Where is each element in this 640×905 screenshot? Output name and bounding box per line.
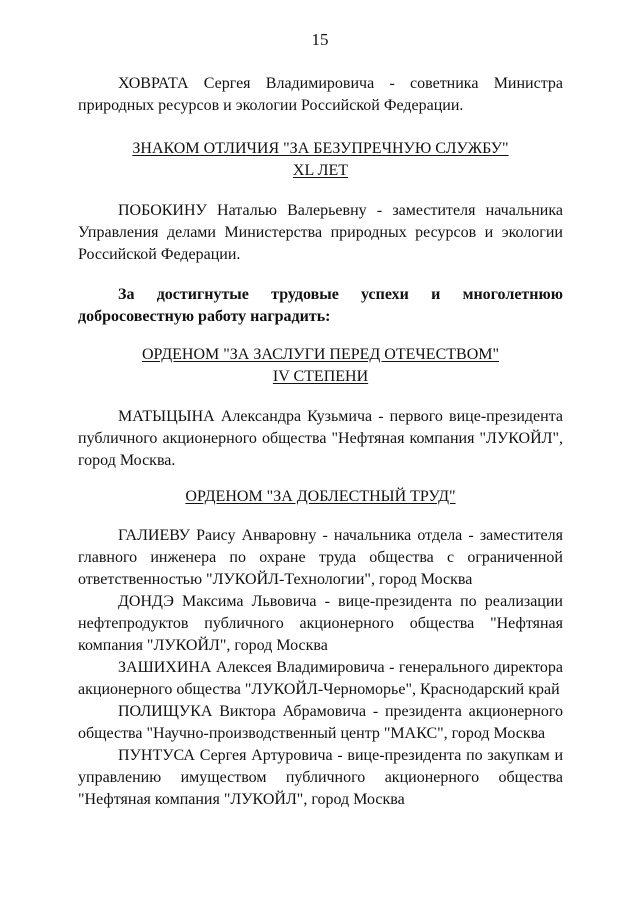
award-heading xyxy=(78,138,563,182)
award-heading-line: XL ЛЕТ xyxy=(292,162,349,179)
awardee-item: ДОНДЭ Максима Львовича - вице-президента по реализации нефтепродуктов публичного акционерного общества "Нефтяная компания "ЛУКОЙЛ", город Москва xyxy=(78,593,563,654)
award-heading xyxy=(78,486,563,508)
intro-word: многолетнюю xyxy=(462,286,563,303)
awardee-item: ГАЛИЕВУ Раису Анваровну - начальника отдела - заместителя главного инженера по охране труда общества с ограниченной ответственностью "ЛУКОЙЛ-Технологии", город Москва xyxy=(78,527,563,588)
intro-word: За xyxy=(118,286,135,303)
page-number: 15 xyxy=(311,30,329,49)
awardee-paragraph: МАТЫЦЫНА Александра Кузьмича - первого вице-президента публичного акционерного общества "Нефтяная компания "ЛУКОЙЛ", город Москва. xyxy=(78,408,563,469)
award-heading xyxy=(78,344,563,388)
award-heading-line: ОРДЕНОМ "ЗА ЗАСЛУГИ ПЕРЕД ОТЕЧЕСТВОМ" xyxy=(141,346,500,363)
awardee-item: ПОЛИЩУКА Виктора Абрамовича - президента акционерного общества "Научно-производственный центр "МАКС", город Москва xyxy=(78,703,563,742)
decree-intro-line xyxy=(78,284,563,306)
intro-word: достигнутые xyxy=(156,286,249,303)
decree-intro-line: добросовестную работу наградить: xyxy=(78,308,331,325)
awardee-list xyxy=(78,525,563,811)
award-heading-line: IV СТЕПЕНИ xyxy=(272,368,369,385)
decree-intro xyxy=(78,284,563,328)
intro-word: и xyxy=(431,286,441,303)
awardee-item: ЗАШИХИНА Алексея Владимировича - генерального директора акционерного общества "ЛУКОЙЛ-Черноморье", Краснодарский край xyxy=(78,659,563,698)
awardee-paragraph: ПОБОКИНУ Наталью Валерьевну - заместителя начальника Управления делами Министерства природных ресурсов и экологии Российской Федерации. xyxy=(78,202,563,263)
intro-word: успехи xyxy=(361,286,409,303)
award-heading-line: ОРДЕНОМ "ЗА ДОБЛЕСТНЫЙ ТРУД" xyxy=(185,488,456,505)
intro-word: трудовые xyxy=(271,286,339,303)
awardee-item: ПУНТУСА Сергея Артуровича - вице-президента по закупкам и управлению имуществом публичного акционерного общества "Нефтяная компания "ЛУКОЙЛ", город Москва xyxy=(78,747,563,808)
awardee-paragraph: ХОВРАТА Сергея Владимировича - советника Министра природных ресурсов и экологии Российской Федерации. xyxy=(78,75,563,114)
award-heading-line: ЗНАКОМ ОТЛИЧИЯ "ЗА БЕЗУПРЕЧНУЮ СЛУЖБУ" xyxy=(132,140,509,157)
